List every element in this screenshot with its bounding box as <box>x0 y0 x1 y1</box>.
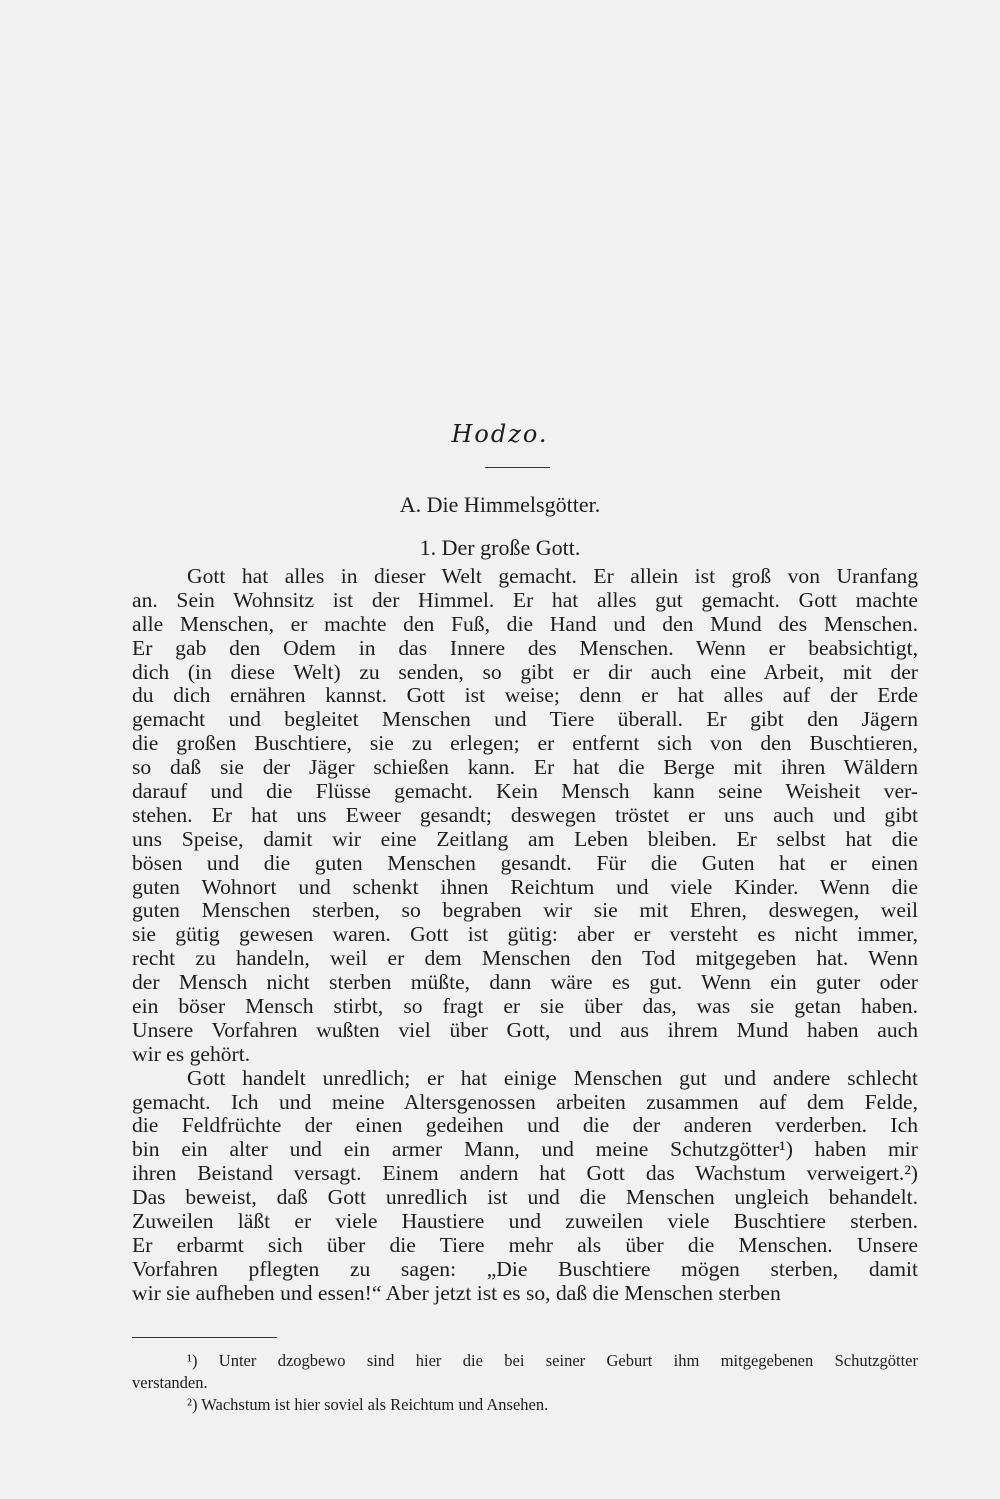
text-line: sie gütig gewesen waren. Gott ist gütig: aber er versteht es nicht immer, <box>132 922 918 947</box>
text-line: Er erbarmt sich über die Tiere mehr als über die Menschen. Unsere <box>132 1232 918 1257</box>
text-line: Das beweist, daß Gott unredlich ist und die Menschen ungleich behandelt. <box>132 1185 918 1210</box>
text-line: Gott hat alles in dieser Welt gemacht. Er allein ist groß von Uranfang <box>187 564 918 588</box>
text-line: bin ein alter und ein armer Mann, und meine Schutzgötter¹) haben mir <box>132 1137 918 1162</box>
text-line: Zuweilen läßt er viele Haustiere und zuweilen viele Buschtiere sterben. <box>132 1209 918 1234</box>
text-line: stehen. Er hat uns Eweer gesandt; deswegen tröstet er uns auch und gibt <box>132 802 918 827</box>
text-line: guten Wohnort und schenkt ihnen Reichtum und viele Kinder. Wenn die <box>132 874 918 899</box>
page-title: Hodzo. <box>451 420 549 448</box>
text-line: die Feldfrüchte der einen gedeihen und die der anderen verderben. Ich <box>132 1113 918 1138</box>
footnote-divider <box>132 1337 277 1338</box>
text-line: Gott handelt unredlich; er hat einige Menschen gut und andere schlecht <box>187 1065 918 1090</box>
footnote-line: ²) Wachstum ist hier soviel als Reichtum und Ansehen. <box>187 1395 549 1414</box>
text-line: uns Speise, damit wir eine Zeitlang am Leben bleiben. Er selbst hat die <box>132 826 918 851</box>
text-line: dich (in diese Welt) zu senden, so gibt er dir auch eine Arbeit, mit der <box>132 659 918 684</box>
title-divider <box>485 467 550 468</box>
footnotes <box>132 1350 918 1416</box>
text-line: gemacht. Ich und meine Altersgenossen arbeiten zusammen auf dem Felde, <box>132 1089 918 1114</box>
text-line: Vorfahren pflegten zu sagen: „Die Buschtiere mögen sterben, damit <box>132 1256 918 1281</box>
text-line: so daß sie der Jäger schießen kann. Er hat die Berge mit ihren Wäldern <box>132 755 918 780</box>
text-line: ein böser Mensch stirbt, so fragt er sie über das, was sie getan haben. <box>132 994 918 1019</box>
text-line: gemacht und begleitet Menschen und Tiere überall. Er gibt den Jägern <box>132 707 918 732</box>
text-line: ihren Beistand versagt. Einem andern hat Gott das Wachstum verweigert.²) <box>132 1161 918 1186</box>
text-line: an. Sein Wohnsitz ist der Himmel. Er hat alles gut gemacht. Gott machte <box>132 587 918 612</box>
text-line: wir es gehört. <box>132 1041 251 1066</box>
body-text <box>132 565 918 1306</box>
section-heading: A. Die Himmelsgötter. <box>399 492 601 517</box>
text-line: bösen und die guten Menschen gesandt. Für die Guten hat er einen <box>132 850 918 875</box>
footnote-line: ¹) Unter dzogbewo sind hier die bei seiner Geburt ihm mitgegebenen Schutzgötter <box>187 1351 918 1370</box>
text-line: darauf und die Flüsse gemacht. Kein Mensch kann seine Weisheit ver- <box>132 779 918 804</box>
text-line: du dich ernähren kannst. Gott ist weise; denn er hat alles auf der Erde <box>132 683 918 708</box>
text-line: die großen Buschtiere, sie zu erlegen; er entfernt sich von den Buschtieren, <box>132 731 918 756</box>
text-line: Er gab den Odem in das Innere des Menschen. Wenn er beabsichtigt, <box>132 635 918 660</box>
sub-heading: 1. Der große Gott. <box>419 535 581 560</box>
text-line: guten Menschen sterben, so begraben wir sie mit Ehren, deswegen, weil <box>132 898 918 923</box>
text-line: recht zu handeln, weil er dem Menschen den Tod mitgegeben hat. Wenn <box>132 946 918 971</box>
text-line: Unsere Vorfahren wußten viel über Gott, und aus ihrem Mund haben auch <box>132 1017 918 1042</box>
text-line: alle Menschen, er machte den Fuß, die Hand und den Mund des Menschen. <box>132 611 918 636</box>
footnote-line: verstanden. <box>132 1373 208 1392</box>
text-line: wir sie aufheben und essen!“ Aber jetzt ist es so, daß die Menschen sterben <box>132 1280 781 1305</box>
text-line: der Mensch nicht sterben müßte, dann wäre es gut. Wenn ein guter oder <box>132 970 918 995</box>
